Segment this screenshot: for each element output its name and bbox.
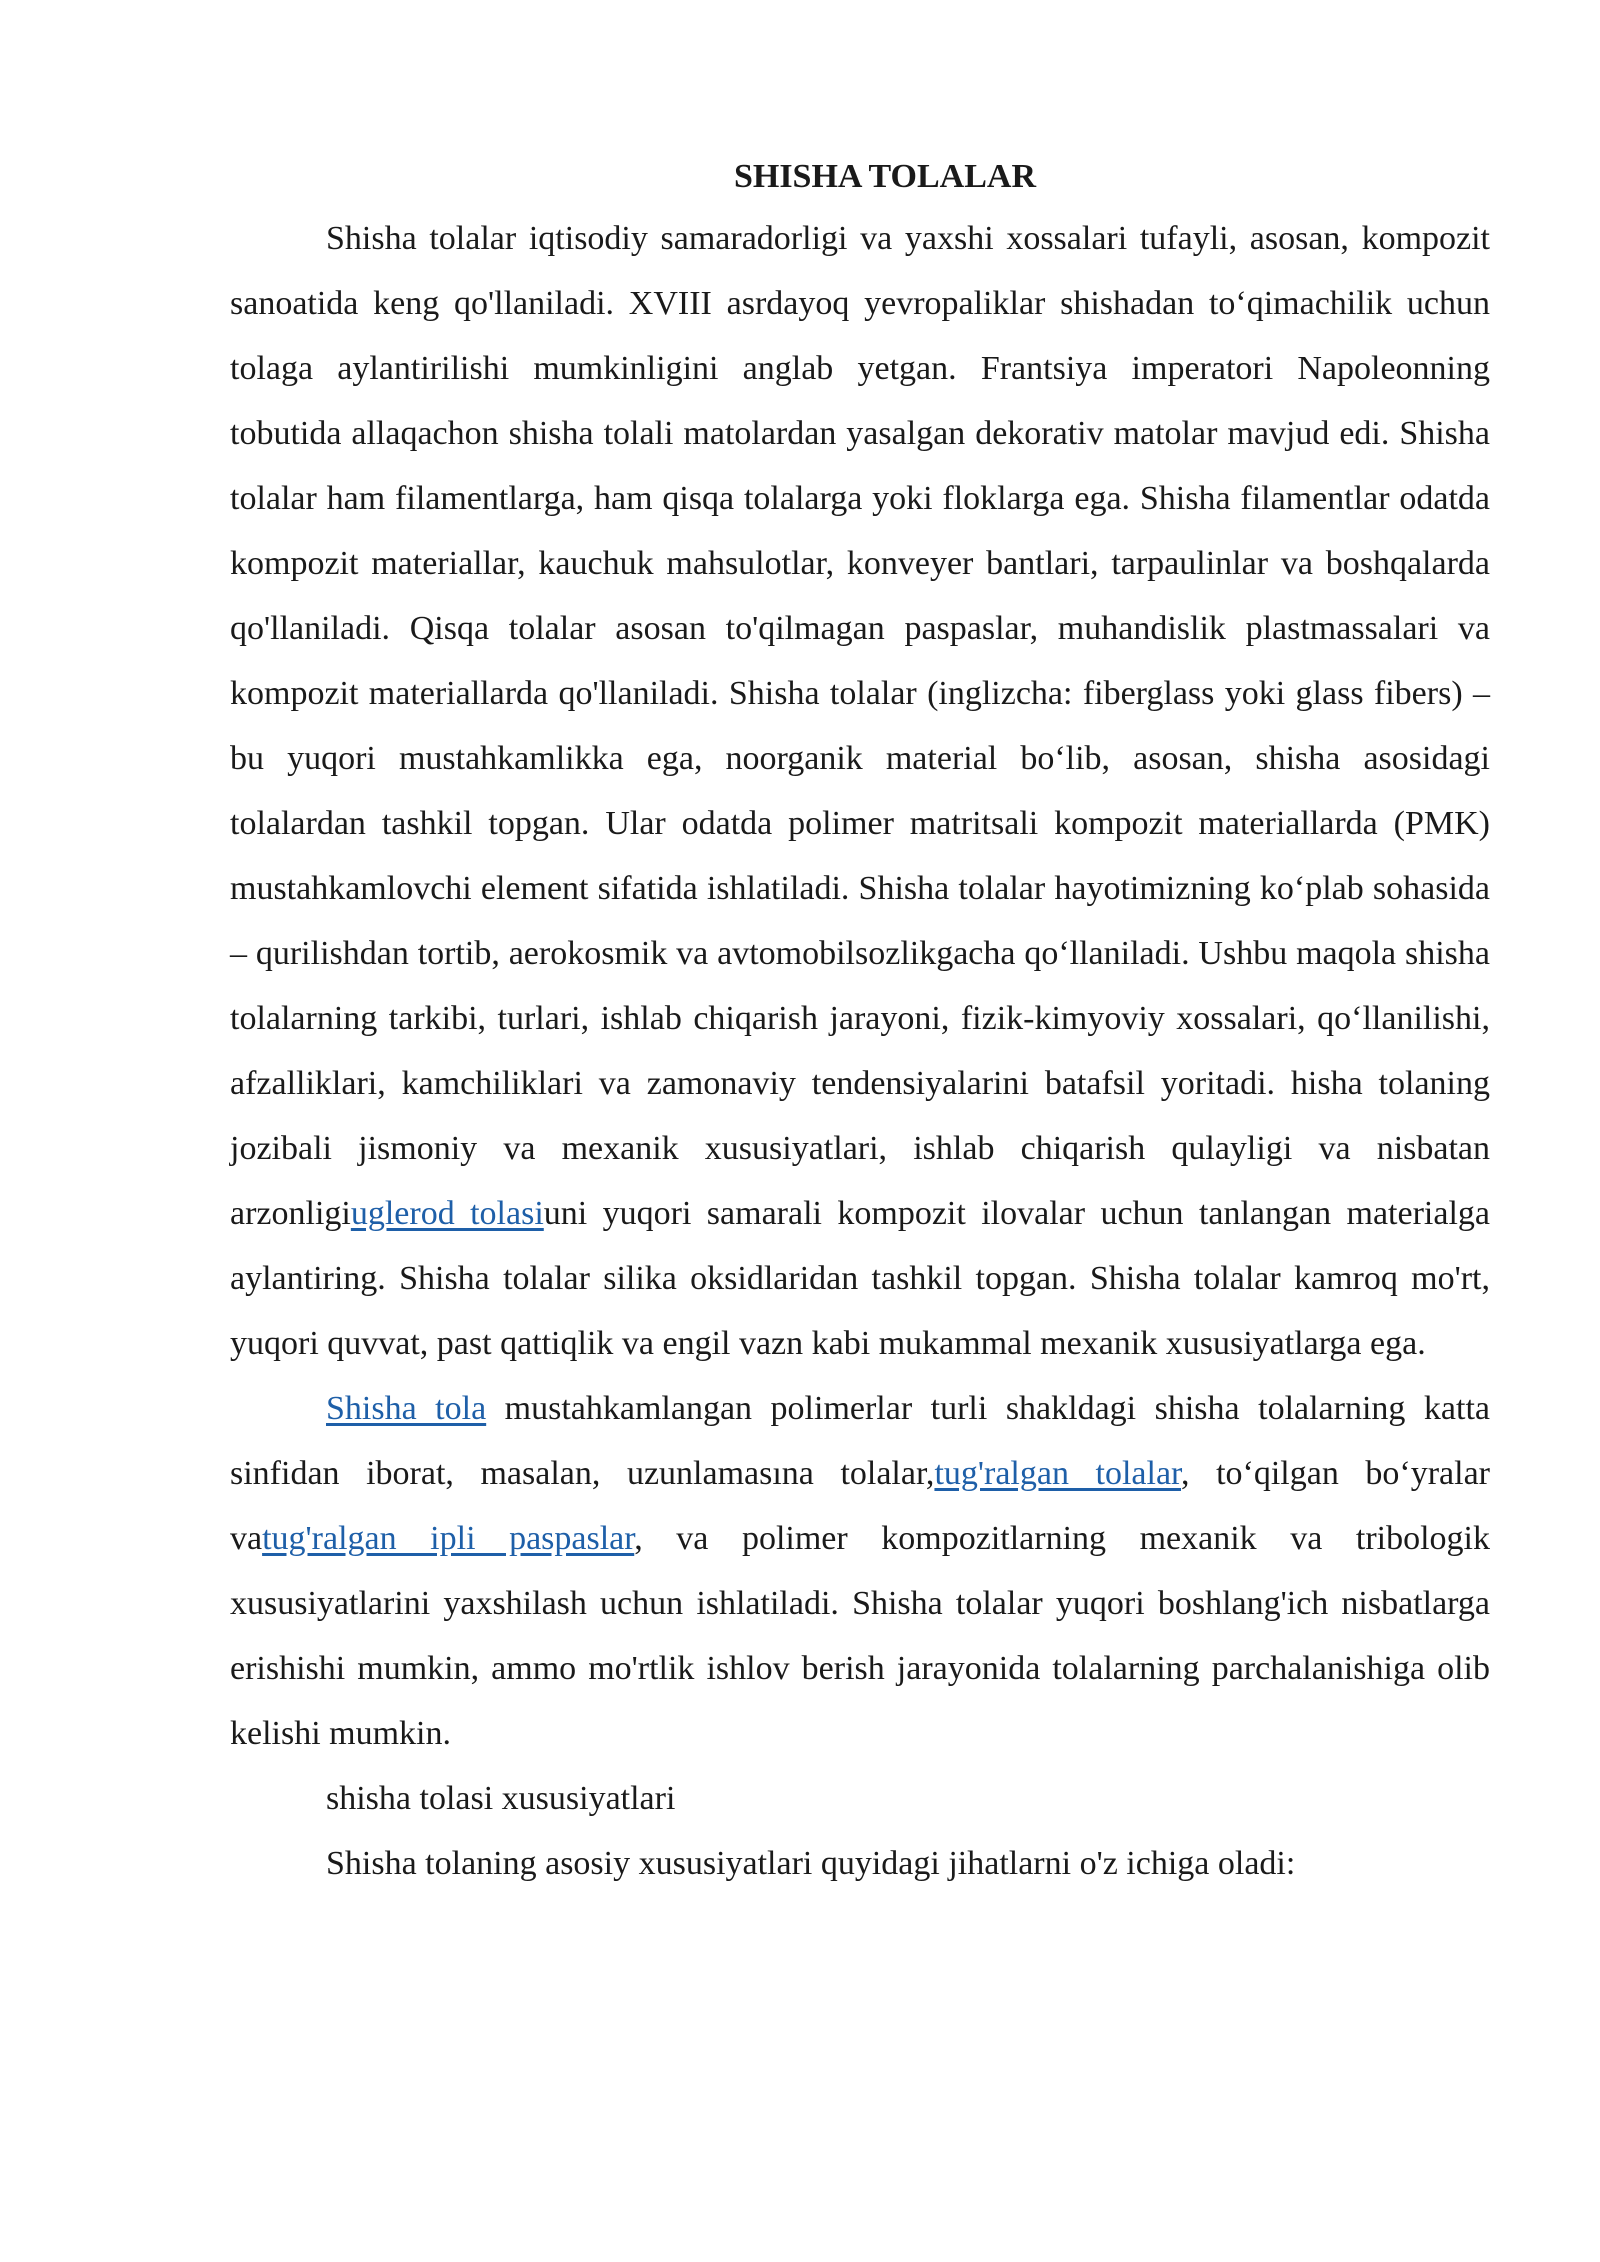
- document-page: [230, 148, 1490, 1896]
- section-subheading: shisha tolasi xususiyatlari: [326, 1780, 676, 1817]
- paragraph-intro-text: Shisha tolalar iqtisodiy samaradorligi va yaxshi xossalari tufayli, asosan, kompozit sanoatida keng qo'llaniladi. XVIII asrdayoq yevropaliklar shishadan to‘qimachilik uchun tolaga aylantirilishi mumkinligini anglab yetgan. Frantsiya imperatori Napoleonning tobutida allaqachon shisha tolali matolardan yasalgan dekorativ matolar mavjud edi. Shisha tolalar ham filamentlarga, ham qisqa tolalarga yoki floklarga ega. Shisha filamentlar odatda kompozit materiallar, kauchuk mahsulotlar, konveyer bantlari, tarpaulinlar va boshqalarda qo'llaniladi. Qisqa tolalar asosan to'qilmagan paspaslar, muhandislik plastmassalari va kompozit materiallarda qo'llaniladi. Shisha tolalar (inglizcha: fiberglass yoki glass fibers) – bu yuqori mustahkamlikka ega, noorganik material bo‘lib, asosan, shisha asosidagi tolalardan tashkil topgan. Ular odatda polimer matritsali kompozit materiallarda (PMK) mustahkamlovchi element sifatida ishlatiladi. Shisha tolalar hayotimizning ko‘plab sohasida – qurilishdan tortib, aerokosmik va avtomobilsozlikgacha qo‘llaniladi. Ushbu maqola shisha tolalarning tarkibi, turlari, ishlab chiqarish jarayoni, fizik-kimyoviy xossalari, qo‘llanilishi, afzalliklari, kamchiliklari va zamonaviy tendensiyalarini batafsil yoritadi. hisha tolaning jozibali jismoniy va mexanik xususiyatlari, ishlab chiqarish qulayligi va nisbatan arzonligi: [230, 220, 1490, 1232]
- link-tugralgan-ipli-paspaslar[interactable]: tug'ralgan ipli paspaslar: [262, 1520, 635, 1557]
- paragraph-intro: [230, 206, 1490, 1376]
- paragraph-properties-intro: Shisha tolaning asosiy xususiyatlari quyidagi jihatlarni o'z ichiga oladi:: [326, 1845, 1296, 1882]
- paragraph-composites-text-3: , va polimer kompozitlarning mexanik va tribologik xususiyatlarini yaxshilash uchun ishlatiladi. Shisha tolalar yuqori boshlang'ich nisbatlarga erishishi mumkin, ammo mo'rtlik ishlov berish jarayonida tolalarning parchalanishiga olib kelishi mumkin.: [230, 1520, 1490, 1752]
- link-shisha-tola[interactable]: Shisha tola: [326, 1390, 487, 1427]
- paragraph-composites: [230, 1376, 1490, 1766]
- link-tugralgan-tolalar[interactable]: tug'ralgan tolalar: [934, 1455, 1182, 1492]
- paragraph-composites-text-2: , to‘qilgan bo‘yralar va: [230, 1455, 1490, 1557]
- document-title: SHISHA TOLALAR: [733, 158, 1037, 195]
- paragraph-composites-text-1: mustahkamlangan polimerlar turli shakldagi shisha tolalarning katta sinfidan iborat, masalan, uzunlamasına tolalar,: [230, 1390, 1490, 1492]
- paragraph-intro-text-continued: uni yuqori samarali kompozit ilovalar uchun tanlangan materialga aylantiring. Shisha tolalar silika oksidlaridan tashkil topgan. Shisha tolalar kamroq mo'rt, yuqori quvvat, past qattiqlik va engil vazn kabi mukammal mexanik xususiyatlarga ega.: [230, 1195, 1490, 1362]
- link-uglerod-tolasi[interactable]: uglerod tolasi: [350, 1195, 544, 1232]
